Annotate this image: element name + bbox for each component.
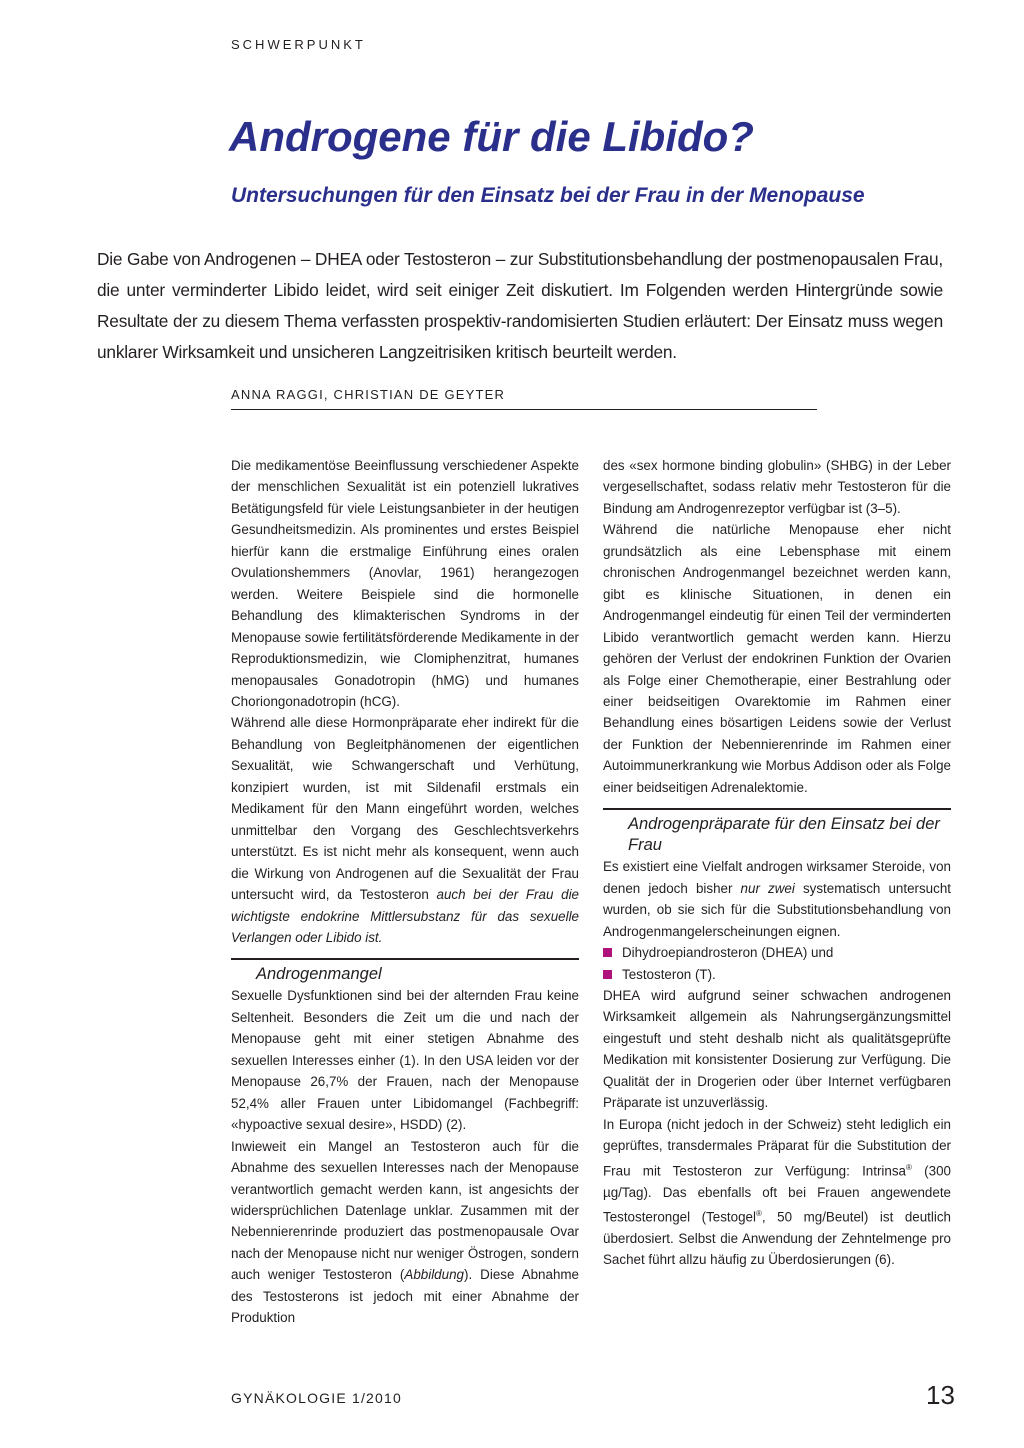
- bullet-square-icon: [603, 948, 612, 957]
- bullet-square-icon: [603, 970, 612, 979]
- body-paragraph: Sexuelle Dysfunktionen sind bei der alternden Frau keine Seltenheit. Besonders die Zeit um die und nach der Menopause geht mit einer stetigen Abnahme des sexuellen Interesses einher (1). In den USA leiden vor der Menopause 26,7% der Frauen, nach der Menopause 52,4% aller Frauen unter Libidomangel (Fachbegriff: «hypoactive sexual desire», HSDD) (2).: [231, 988, 579, 1133]
- lead-paragraph: Die Gabe von Androgenen – DHEA oder Testosteron – zur Substitutionsbehandlung der postmenopausalen Frau, die unter verminderter Libido leidet, wird seit einiger Zeit diskutiert. Im Folgenden werden Hintergründe sowie Resultate der zu diesem Thema verfassten prospektiv-randomisierten Studien erläutert: Der Einsatz muss wegen unklarer Wirksamkeit und unsicheren Langzeitrisiken kritisch beurteilt werden.: [97, 249, 943, 362]
- list-item: Dihydroepiandrosteron (DHEA) und: [603, 942, 951, 963]
- section-label: SCHWERPUNKT: [231, 37, 366, 52]
- section-divider: [603, 808, 951, 810]
- section-heading-androgenmangel: Androgenmangel: [256, 965, 382, 984]
- body-paragraph: In Europa (nicht jedoch in der Schweiz) steht lediglich ein geprüftes, transdermales Präparat für die Substitution der Frau mit Testosteron zur Verfügung: Intrinsa® (300 µg/Tag). Das ebenfalls oft bei Frauen angewendete Testosterongel (Testogel®, 50 mg/Beutel) ist deutlich überdosiert. Selbst die Anwendung der Zehntelmenge pro Sachet führt allzu häufig zu Überdosierungen (6).: [603, 1116, 951, 1268]
- section-heading-androgenpraeparate: Androgenpräparate für den Einsatz bei der Frau: [628, 815, 940, 855]
- body-paragraph: Die medikamentöse Beeinflussung verschiedener Aspekte der menschlichen Sexualität ist ein potenziell lukratives Betätigungsfeld für viele Leistungsanbieter in der heutigen Gesundheitsmedizin. Als prominentes und erstes Beispiel hierfür kann die erstmalige Einführung eines oralen Ovulationshemmers (Anovlar, 1961) herangezogen werden. Weitere Beispiele sind die hormonelle Behandlung des klimakterischen Syndroms in der Menopause sowie fertilitätsförderende Medikamente in der Reproduktionsmedizin, wie Clomiphenzitrat, humanes menopausales Gonadotropin (hMG) und humanes Choriongonadotropin (hCG).: [231, 458, 579, 709]
- body-paragraph: Es existiert eine Vielfalt androgen wirksamer Steroide, von denen jedoch bisher nur zwei systematisch untersucht wurden, ob sie sich für die Substitutionsbehandlung von Androgenmangelerscheinungen eignen.: [603, 859, 951, 939]
- body-paragraph: Während die natürliche Menopause eher nicht grundsätzlich als eine Lebensphase mit einem chronischen Androgenmangel bezeichnet werden kann, gibt es klinische Situationen, in denen ein Androgenmangel eindeutig für einen Teil der verminderten Libido verantwortlich gemacht werden kann. Hierzu gehören der Verlust der endokrinen Funktion der Ovarien als Folge einer Chemotherapie, einer Bestrahlung oder einer beidseitigen Ovarektomie im Rahmen einer Behandlung eines bösartigen Leidens sowie der Verlust der Funktion der Nebennierenrinde im Rahmen einer Autoimmunerkrankung wie Morbus Addison oder als Folge einer beidseitigen Adrenalektomie.: [603, 522, 951, 795]
- authors: ANNA RAGGI, CHRISTIAN DE GEYTER: [231, 387, 506, 402]
- list-item: Testosteron (T).: [603, 964, 951, 985]
- body-paragraph: Inwieweit ein Mangel an Testosteron auch für die Abnahme des sexuellen Interesses nach der Menopause verantwortlich gemacht werden kann, ist angesichts der widersprüchlichen Datenlage unklar. Zusammen mit der Nebennierenrinde produziert das postmenopausale Ovar nach der Menopause nicht nur weniger Östrogen, sondern auch weniger Testosteron (Abbildung). Diese Abnahme des Testosterons ist jedoch mit einer Abnahme der Produktion: [231, 1138, 579, 1326]
- article-subtitle: Untersuchungen für den Einsatz bei der Frau in der Menopause: [231, 184, 865, 207]
- right-column: [603, 455, 951, 1271]
- body-paragraph: Während alle diese Hormonpräparate eher indirekt für die Behandlung von Begleitphänomenen der eigentlichen Sexualität, wie Schwangerschaft und Verhütung, konzipiert wurden, ist mit Sildenafil erstmals ein Medikament für den Mann eingeführt worden, welches unmittelbar den Vorgang des Geschlechtsverkehrs unterstützt. Es ist nicht mehr als konsequent, wenn auch die Wirkung von Androgenen auf die Sexualität der Frau untersucht wird, da Testosteron auch bei der Frau die wichtigste endokrine Mittlersubstanz für das sexuelle Verlangen oder Libido ist.: [231, 715, 579, 945]
- article-title: Androgene für die Libido?: [229, 113, 754, 160]
- emphasis-text: nur zwei: [740, 880, 795, 896]
- left-column: [231, 455, 579, 1329]
- authors-divider: [231, 409, 817, 410]
- footer-journal: GYNÄKOLOGIE 1/2010: [231, 1390, 403, 1406]
- body-paragraph: des «sex hormone binding globulin» (SHBG) in der Leber vergesellschaftet, sodass relativ mehr Testosteron für die Bindung am Androgenrezeptor verfügbar ist (3–5).: [603, 458, 951, 516]
- emphasis-text: auch bei der Frau die wichtigste endokrine Mittlersubstanz für das sexuelle Verlangen oder Libido ist.: [231, 887, 579, 945]
- figure-reference: Abbildung: [404, 1267, 464, 1283]
- section-divider: [231, 958, 579, 960]
- body-paragraph: DHEA wird aufgrund seiner schwachen androgenen Wirksamkeit allgemein als Nahrungsergänzungsmittel eingestuft und steht deshalb nicht als qualitätsgeprüfte Medikation mit konsistenter Dosierung zur Verfügung. Die Qualität der in Drogerien oder über Internet verfügbaren Präparate ist unzuverlässig.: [603, 987, 951, 1111]
- page-number: 13: [926, 1380, 955, 1410]
